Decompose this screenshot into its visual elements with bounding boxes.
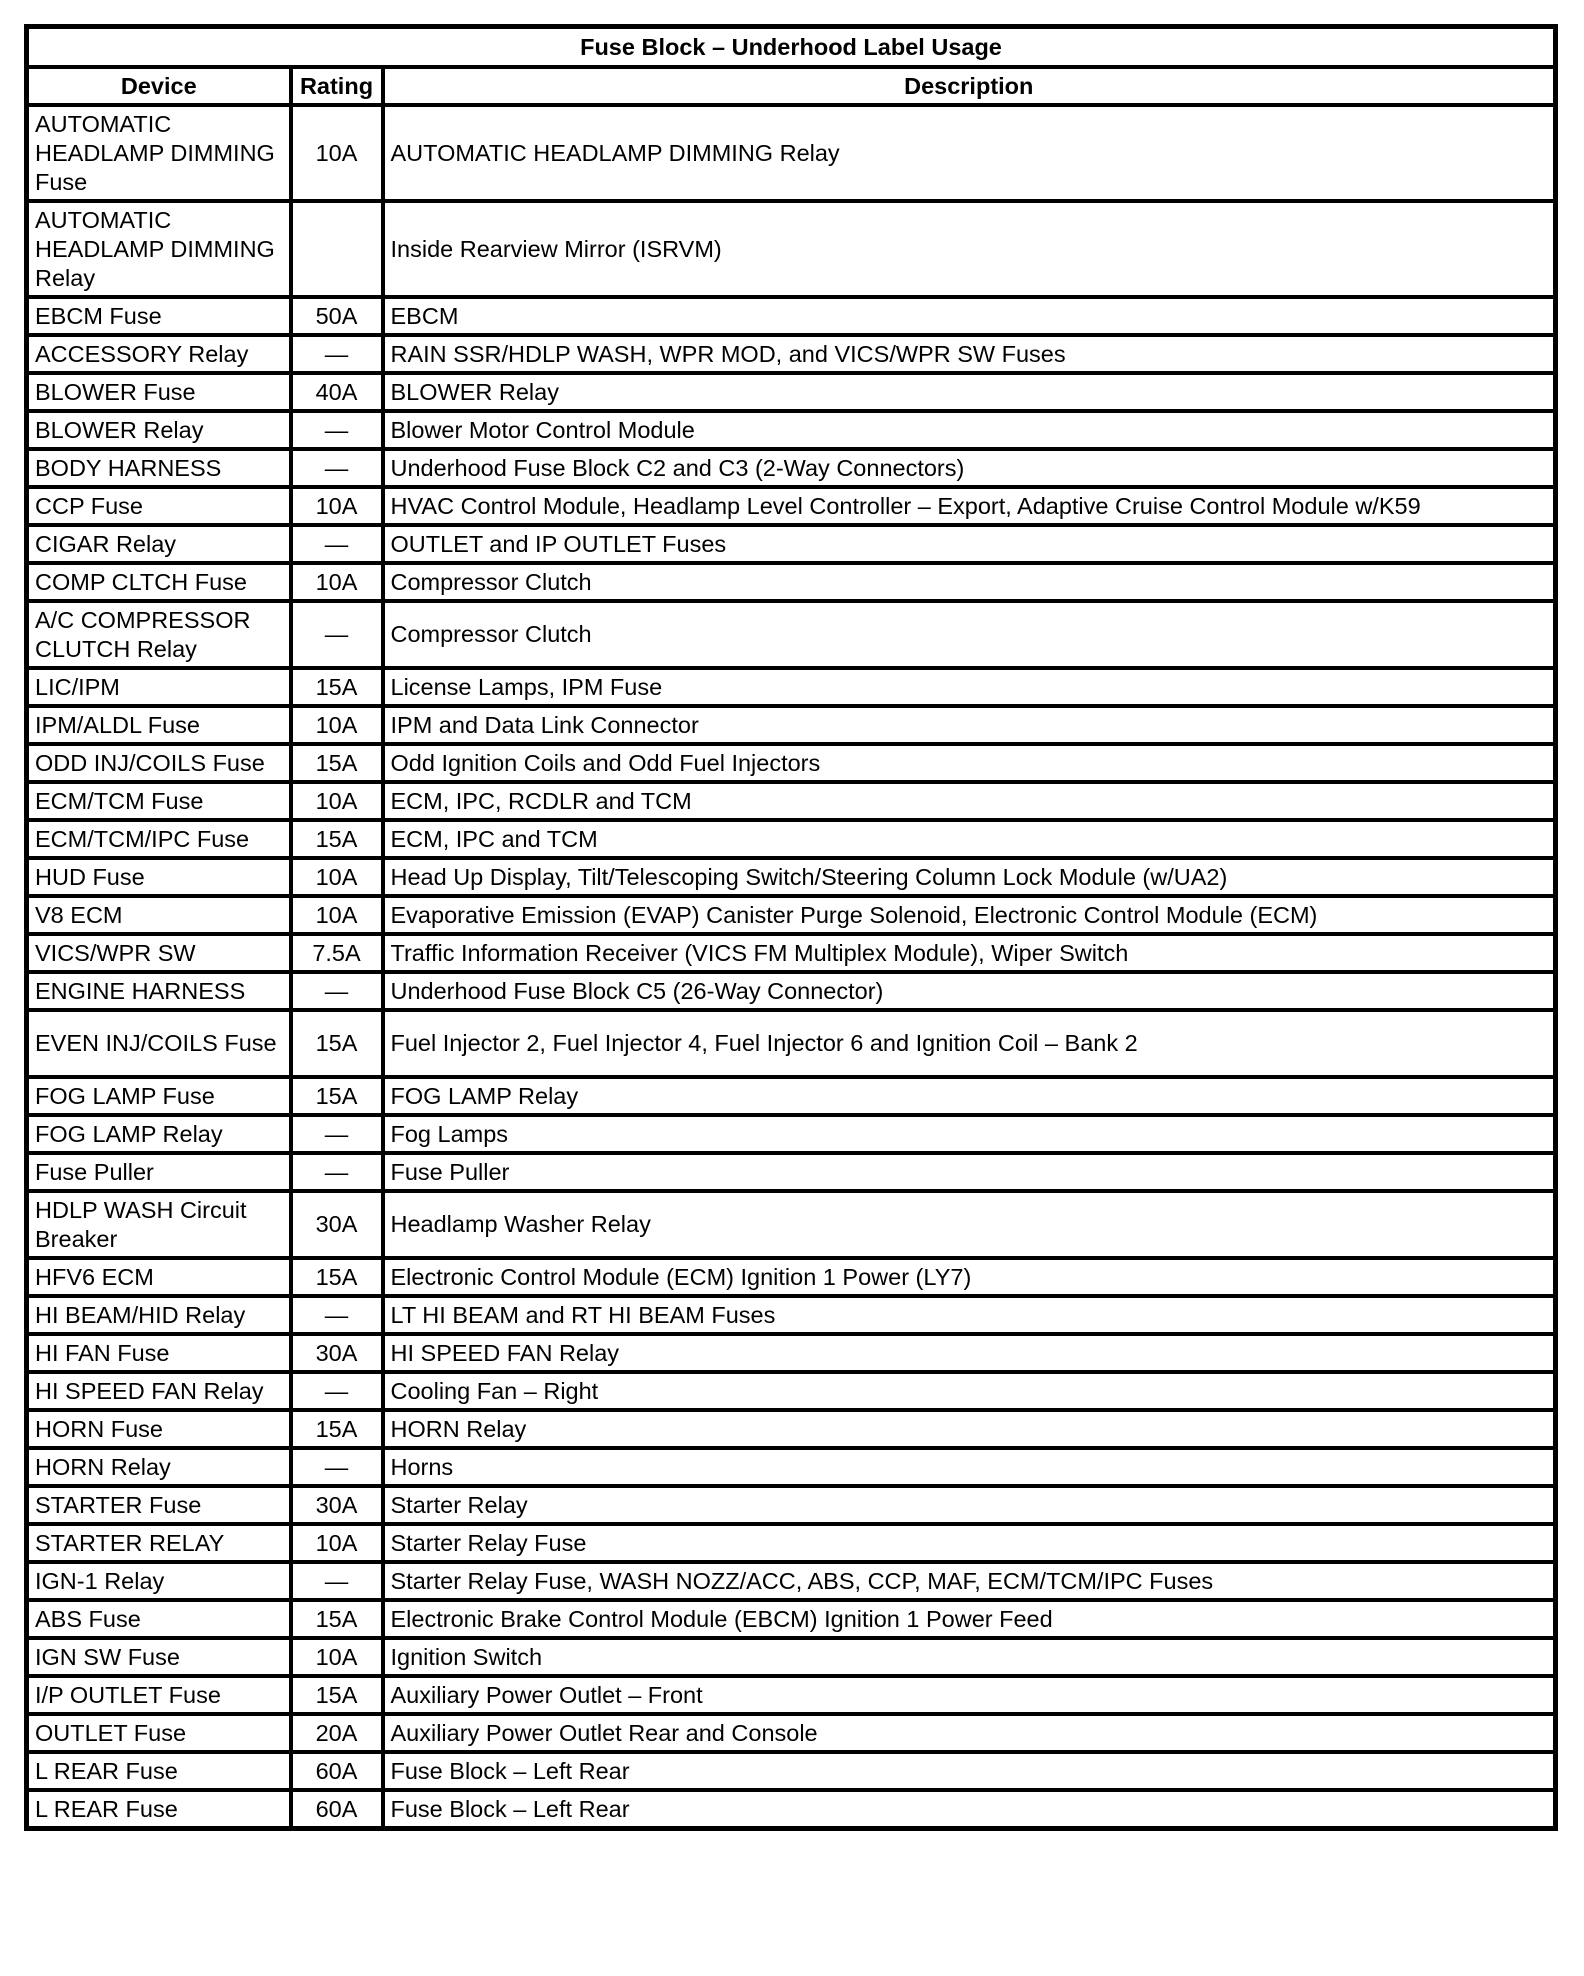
description-cell: IPM and Data Link Connector <box>383 706 1556 744</box>
device-cell: VICS/WPR SW <box>27 934 291 972</box>
description-cell: Traffic Information Receiver (VICS FM Multiplex Module), Wiper Switch <box>383 934 1556 972</box>
rating-cell: 10A <box>291 1524 383 1562</box>
rating-cell: 10A <box>291 706 383 744</box>
table-row <box>27 820 1556 858</box>
description-cell: Headlamp Washer Relay <box>383 1191 1556 1258</box>
table-row <box>27 1638 1556 1676</box>
rating-cell: 20A <box>291 1714 383 1752</box>
description-cell: Fog Lamps <box>383 1115 1556 1153</box>
description-cell: Odd Ignition Coils and Odd Fuel Injectors <box>383 744 1556 782</box>
rating-cell: — <box>291 1562 383 1600</box>
table-row <box>27 1153 1556 1191</box>
table-row <box>27 858 1556 896</box>
device-cell: A/C COMPRESSOR CLUTCH Relay <box>27 601 291 668</box>
rating-cell: 10A <box>291 1638 383 1676</box>
column-header-rating: Rating <box>291 67 383 105</box>
rating-cell: 7.5A <box>291 934 383 972</box>
device-cell: Fuse Puller <box>27 1153 291 1191</box>
rating-cell: 50A <box>291 297 383 335</box>
table-row <box>27 525 1556 563</box>
table-row <box>27 1115 1556 1153</box>
column-header-description: Description <box>383 67 1556 105</box>
rating-cell: 30A <box>291 1191 383 1258</box>
device-cell: ACCESSORY Relay <box>27 335 291 373</box>
device-cell: CCP Fuse <box>27 487 291 525</box>
table-row <box>27 335 1556 373</box>
rating-cell: — <box>291 525 383 563</box>
rating-cell: 40A <box>291 373 383 411</box>
table-row <box>27 934 1556 972</box>
rating-cell: 15A <box>291 744 383 782</box>
device-cell: OUTLET Fuse <box>27 1714 291 1752</box>
rating-cell: 15A <box>291 668 383 706</box>
description-cell: HI SPEED FAN Relay <box>383 1334 1556 1372</box>
rating-cell: 60A <box>291 1790 383 1829</box>
device-cell: HDLP WASH Circuit Breaker <box>27 1191 291 1258</box>
rating-cell: 30A <box>291 1486 383 1524</box>
table-title: Fuse Block – Underhood Label Usage <box>27 27 1556 68</box>
table-row <box>27 563 1556 601</box>
device-cell: BLOWER Fuse <box>27 373 291 411</box>
table-row <box>27 1372 1556 1410</box>
rating-cell: — <box>291 335 383 373</box>
description-cell: Compressor Clutch <box>383 601 1556 668</box>
table-body <box>27 105 1556 1829</box>
rating-cell: — <box>291 1372 383 1410</box>
description-cell: ECM, IPC and TCM <box>383 820 1556 858</box>
rating-cell: — <box>291 411 383 449</box>
description-cell: Fuse Puller <box>383 1153 1556 1191</box>
table-row <box>27 1258 1556 1296</box>
device-cell: AUTOMATIC HEADLAMP DIMMING Fuse <box>27 105 291 201</box>
rating-cell: 15A <box>291 1410 383 1448</box>
device-cell: EBCM Fuse <box>27 297 291 335</box>
rating-cell: 30A <box>291 1334 383 1372</box>
table-row <box>27 1010 1556 1077</box>
device-cell: ECM/TCM Fuse <box>27 782 291 820</box>
device-cell: FOG LAMP Fuse <box>27 1077 291 1115</box>
fuse-block-table <box>24 24 1558 1831</box>
table-title-row <box>27 27 1556 68</box>
description-cell: Underhood Fuse Block C2 and C3 (2-Way Connectors) <box>383 449 1556 487</box>
rating-cell: 10A <box>291 105 383 201</box>
description-cell: HORN Relay <box>383 1410 1556 1448</box>
device-cell: L REAR Fuse <box>27 1790 291 1829</box>
table-row <box>27 1562 1556 1600</box>
description-cell: AUTOMATIC HEADLAMP DIMMING Relay <box>383 105 1556 201</box>
description-cell: RAIN SSR/HDLP WASH, WPR MOD, and VICS/WPR SW Fuses <box>383 335 1556 373</box>
table-row <box>27 1486 1556 1524</box>
description-cell: OUTLET and IP OUTLET Fuses <box>383 525 1556 563</box>
device-cell: HI BEAM/HID Relay <box>27 1296 291 1334</box>
description-cell: Ignition Switch <box>383 1638 1556 1676</box>
rating-cell: 15A <box>291 1010 383 1077</box>
rating-cell: 15A <box>291 1676 383 1714</box>
rating-cell: — <box>291 1153 383 1191</box>
rating-cell: 15A <box>291 820 383 858</box>
table-row <box>27 1448 1556 1486</box>
table-row <box>27 1524 1556 1562</box>
description-cell: Cooling Fan – Right <box>383 1372 1556 1410</box>
table-row <box>27 1676 1556 1714</box>
table-row <box>27 601 1556 668</box>
table-row <box>27 706 1556 744</box>
rating-cell: 10A <box>291 858 383 896</box>
device-cell: HORN Fuse <box>27 1410 291 1448</box>
description-cell: Evaporative Emission (EVAP) Canister Purge Solenoid, Electronic Control Module (ECM) <box>383 896 1556 934</box>
description-cell: LT HI BEAM and RT HI BEAM Fuses <box>383 1296 1556 1334</box>
device-cell: FOG LAMP Relay <box>27 1115 291 1153</box>
device-cell: ENGINE HARNESS <box>27 972 291 1010</box>
device-cell: L REAR Fuse <box>27 1752 291 1790</box>
device-cell: LIC/IPM <box>27 668 291 706</box>
description-cell: Compressor Clutch <box>383 563 1556 601</box>
device-cell: STARTER Fuse <box>27 1486 291 1524</box>
rating-cell: 15A <box>291 1600 383 1638</box>
rating-cell: 10A <box>291 896 383 934</box>
description-cell: BLOWER Relay <box>383 373 1556 411</box>
device-cell: IPM/ALDL Fuse <box>27 706 291 744</box>
description-cell: Electronic Brake Control Module (EBCM) Ignition 1 Power Feed <box>383 1600 1556 1638</box>
column-header-device: Device <box>27 67 291 105</box>
table-row <box>27 297 1556 335</box>
rating-cell: 10A <box>291 563 383 601</box>
device-cell: CIGAR Relay <box>27 525 291 563</box>
table-row <box>27 449 1556 487</box>
table-row <box>27 1077 1556 1115</box>
description-cell: Head Up Display, Tilt/Telescoping Switch/Steering Column Lock Module (w/UA2) <box>383 858 1556 896</box>
rating-cell <box>291 201 383 297</box>
device-cell: BODY HARNESS <box>27 449 291 487</box>
rating-cell: 10A <box>291 487 383 525</box>
description-cell: Auxiliary Power Outlet – Front <box>383 1676 1556 1714</box>
description-cell: License Lamps, IPM Fuse <box>383 668 1556 706</box>
table-row <box>27 972 1556 1010</box>
device-cell: HI FAN Fuse <box>27 1334 291 1372</box>
device-cell: IGN SW Fuse <box>27 1638 291 1676</box>
description-cell: Underhood Fuse Block C5 (26-Way Connector) <box>383 972 1556 1010</box>
rating-cell: — <box>291 1448 383 1486</box>
description-cell: Fuel Injector 2, Fuel Injector 4, Fuel Injector 6 and Ignition Coil – Bank 2 <box>383 1010 1556 1077</box>
device-cell: EVEN INJ/COILS Fuse <box>27 1010 291 1077</box>
table-row <box>27 411 1556 449</box>
table-row <box>27 668 1556 706</box>
description-cell: HVAC Control Module, Headlamp Level Controller – Export, Adaptive Cruise Control Module w/K59 <box>383 487 1556 525</box>
table-row <box>27 1714 1556 1752</box>
table-row <box>27 782 1556 820</box>
table-row <box>27 373 1556 411</box>
device-cell: STARTER RELAY <box>27 1524 291 1562</box>
device-cell: BLOWER Relay <box>27 411 291 449</box>
device-cell: ECM/TCM/IPC Fuse <box>27 820 291 858</box>
device-cell: ODD INJ/COILS Fuse <box>27 744 291 782</box>
rating-cell: — <box>291 972 383 1010</box>
table-row <box>27 1191 1556 1258</box>
table-row <box>27 1410 1556 1448</box>
rating-cell: 15A <box>291 1077 383 1115</box>
table-row <box>27 1790 1556 1829</box>
table-header-row <box>27 67 1556 105</box>
description-cell: Blower Motor Control Module <box>383 411 1556 449</box>
rating-cell: — <box>291 601 383 668</box>
table-row <box>27 1600 1556 1638</box>
device-cell: HUD Fuse <box>27 858 291 896</box>
description-cell: Starter Relay Fuse <box>383 1524 1556 1562</box>
description-cell: Electronic Control Module (ECM) Ignition 1 Power (LY7) <box>383 1258 1556 1296</box>
description-cell: ECM, IPC, RCDLR and TCM <box>383 782 1556 820</box>
rating-cell: 10A <box>291 782 383 820</box>
description-cell: FOG LAMP Relay <box>383 1077 1556 1115</box>
device-cell: V8 ECM <box>27 896 291 934</box>
description-cell: Fuse Block – Left Rear <box>383 1790 1556 1829</box>
device-cell: IGN-1 Relay <box>27 1562 291 1600</box>
device-cell: ABS Fuse <box>27 1600 291 1638</box>
device-cell: HFV6 ECM <box>27 1258 291 1296</box>
table-row <box>27 201 1556 297</box>
device-cell: I/P OUTLET Fuse <box>27 1676 291 1714</box>
device-cell: AUTOMATIC HEADLAMP DIMMING Relay <box>27 201 291 297</box>
table-row <box>27 1296 1556 1334</box>
device-cell: HORN Relay <box>27 1448 291 1486</box>
description-cell: EBCM <box>383 297 1556 335</box>
table-row <box>27 105 1556 201</box>
description-cell: Horns <box>383 1448 1556 1486</box>
table-row <box>27 487 1556 525</box>
table-row <box>27 744 1556 782</box>
description-cell: Fuse Block – Left Rear <box>383 1752 1556 1790</box>
rating-cell: — <box>291 1115 383 1153</box>
rating-cell: — <box>291 449 383 487</box>
description-cell: Auxiliary Power Outlet Rear and Console <box>383 1714 1556 1752</box>
rating-cell: 60A <box>291 1752 383 1790</box>
description-cell: Starter Relay Fuse, WASH NOZZ/ACC, ABS, CCP, MAF, ECM/TCM/IPC Fuses <box>383 1562 1556 1600</box>
table-row <box>27 1334 1556 1372</box>
description-cell: Inside Rearview Mirror (ISRVM) <box>383 201 1556 297</box>
table-row <box>27 896 1556 934</box>
table-row <box>27 1752 1556 1790</box>
rating-cell: — <box>291 1296 383 1334</box>
device-cell: COMP CLTCH Fuse <box>27 563 291 601</box>
rating-cell: 15A <box>291 1258 383 1296</box>
device-cell: HI SPEED FAN Relay <box>27 1372 291 1410</box>
description-cell: Starter Relay <box>383 1486 1556 1524</box>
